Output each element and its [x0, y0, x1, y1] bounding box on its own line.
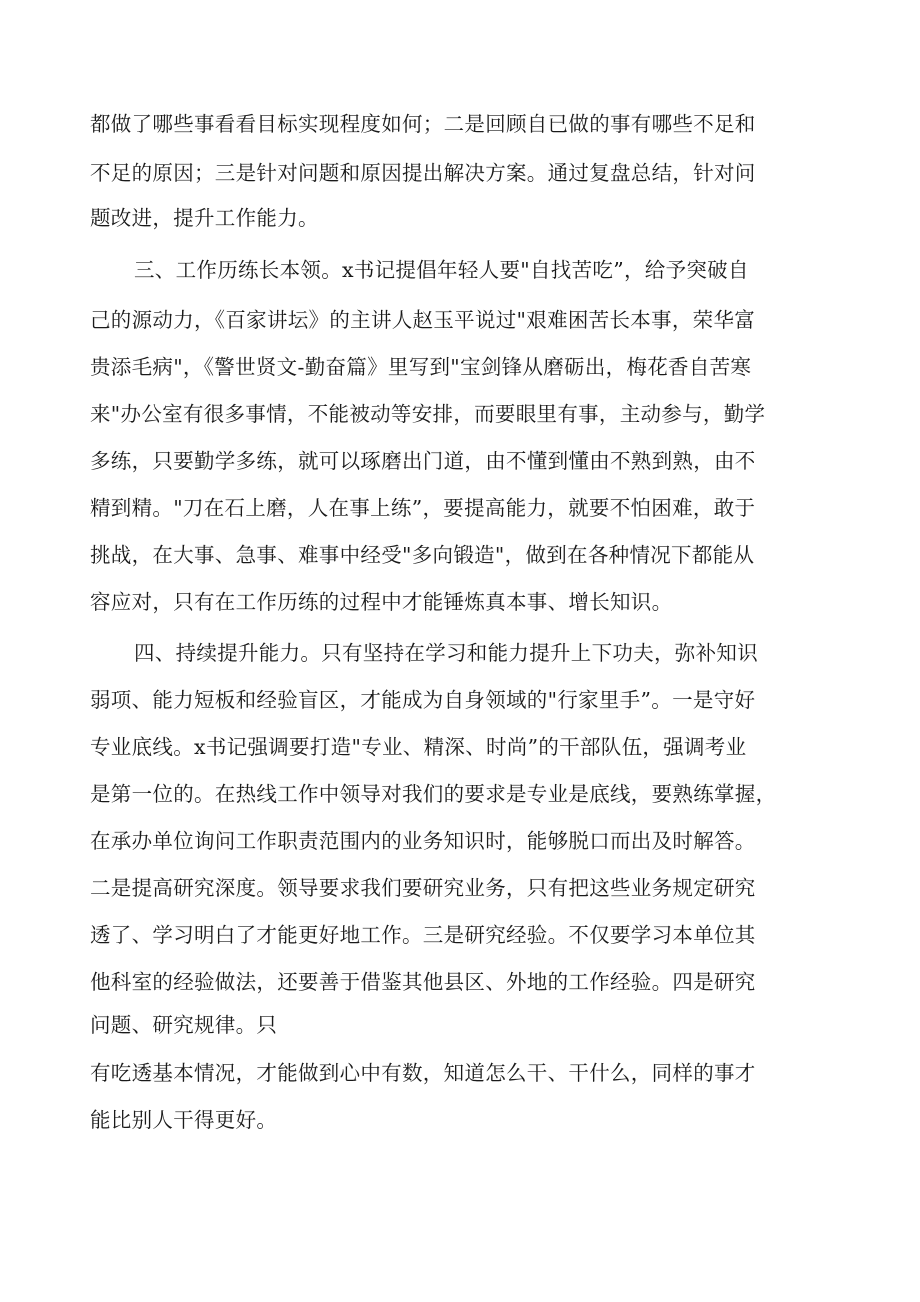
text-line-1: 都做了哪些事看看目标实现程度如何；二是回顾自已做的事有哪些不足和 — [90, 112, 756, 136]
text-line-17: 二是提高研究深度。领导要求我们要研究业务，只有把这些业务规定研究 — [90, 876, 756, 900]
text-line-2: 不足的原因；三是针对问题和原因提出解决方案。通过复盘总结，针对问 — [90, 161, 756, 185]
text-line-9: 精到精。"刀在石上磨，人在事上练”，要提高能力，就要不怕困难，敢于 — [90, 496, 756, 520]
text-line-19: 他科室的经验做法，还要善于借鉴其他县区、外地的工作经验。四是研究 — [90, 970, 756, 994]
text-line-10: 挑战，在大事、急事、难事中经受"多向锻造"，做到在各种情况下都能从 — [90, 543, 755, 567]
text-line-6: 贵添毛病"，《警世贤文-勤奋篇》里写到"宝剑锋从磨砺出，梅花香自苦寒 — [90, 355, 752, 379]
text-line-13: 弱项、能力短板和经验盲区，才能成为自身领域的"行家里手”。一是守好 — [90, 688, 756, 712]
text-line-14: 专业底线。x书记强调要打造"专业、精深、时尚”的干部队伍，强调考业 — [90, 735, 747, 759]
text-line-16: 在承办单位询问工作职责范围内的业务知识时，能够脱口而出及时解答。 — [90, 829, 756, 853]
paragraph-4-heading-line: 四、持续提升能力。只有坚持在学习和能力提升上下功夫，弥补知识 — [134, 641, 758, 665]
text-line-3: 题改进，提升工作能力。 — [90, 206, 319, 230]
paragraph-3-heading-line: 三、工作历练长本领。x书记提倡年轻人要"自找苦吃”，给予突破自 — [134, 258, 749, 282]
text-line-15: 是第一位的。在热线工作中领导对我们的要求是专业是底线，要熟练掌握， — [90, 782, 777, 806]
text-line-20: 问题、研究规律。只 — [90, 1013, 278, 1037]
text-line-7: 来"办公室有很多事情，不能被动等安排，而要眼里有事，主动参与，勤学 — [90, 402, 766, 426]
text-line-11: 容应对，只有在工作历练的过程中才能锤炼真本事、增长知识。 — [90, 590, 673, 614]
text-line-18: 透了、学习明白了才能更好地工作。三是研究经验。不仅要学习本单位其 — [90, 923, 756, 947]
text-line-5: 己的源动力，《百家讲坛》的主讲人赵玉平说过"艰难困苦长本事，荣华富 — [90, 308, 756, 332]
text-line-21: 有吃透基本情况，才能做到心中有数，知道怎么干、干什么，同样的事才 — [90, 1061, 756, 1085]
text-line-22: 能比别人干得更好。 — [90, 1108, 278, 1132]
text-line-8: 多练，只要勤学多练，就可以琢磨出门道，由不懂到懂由不熟到熟，由不 — [90, 449, 756, 473]
